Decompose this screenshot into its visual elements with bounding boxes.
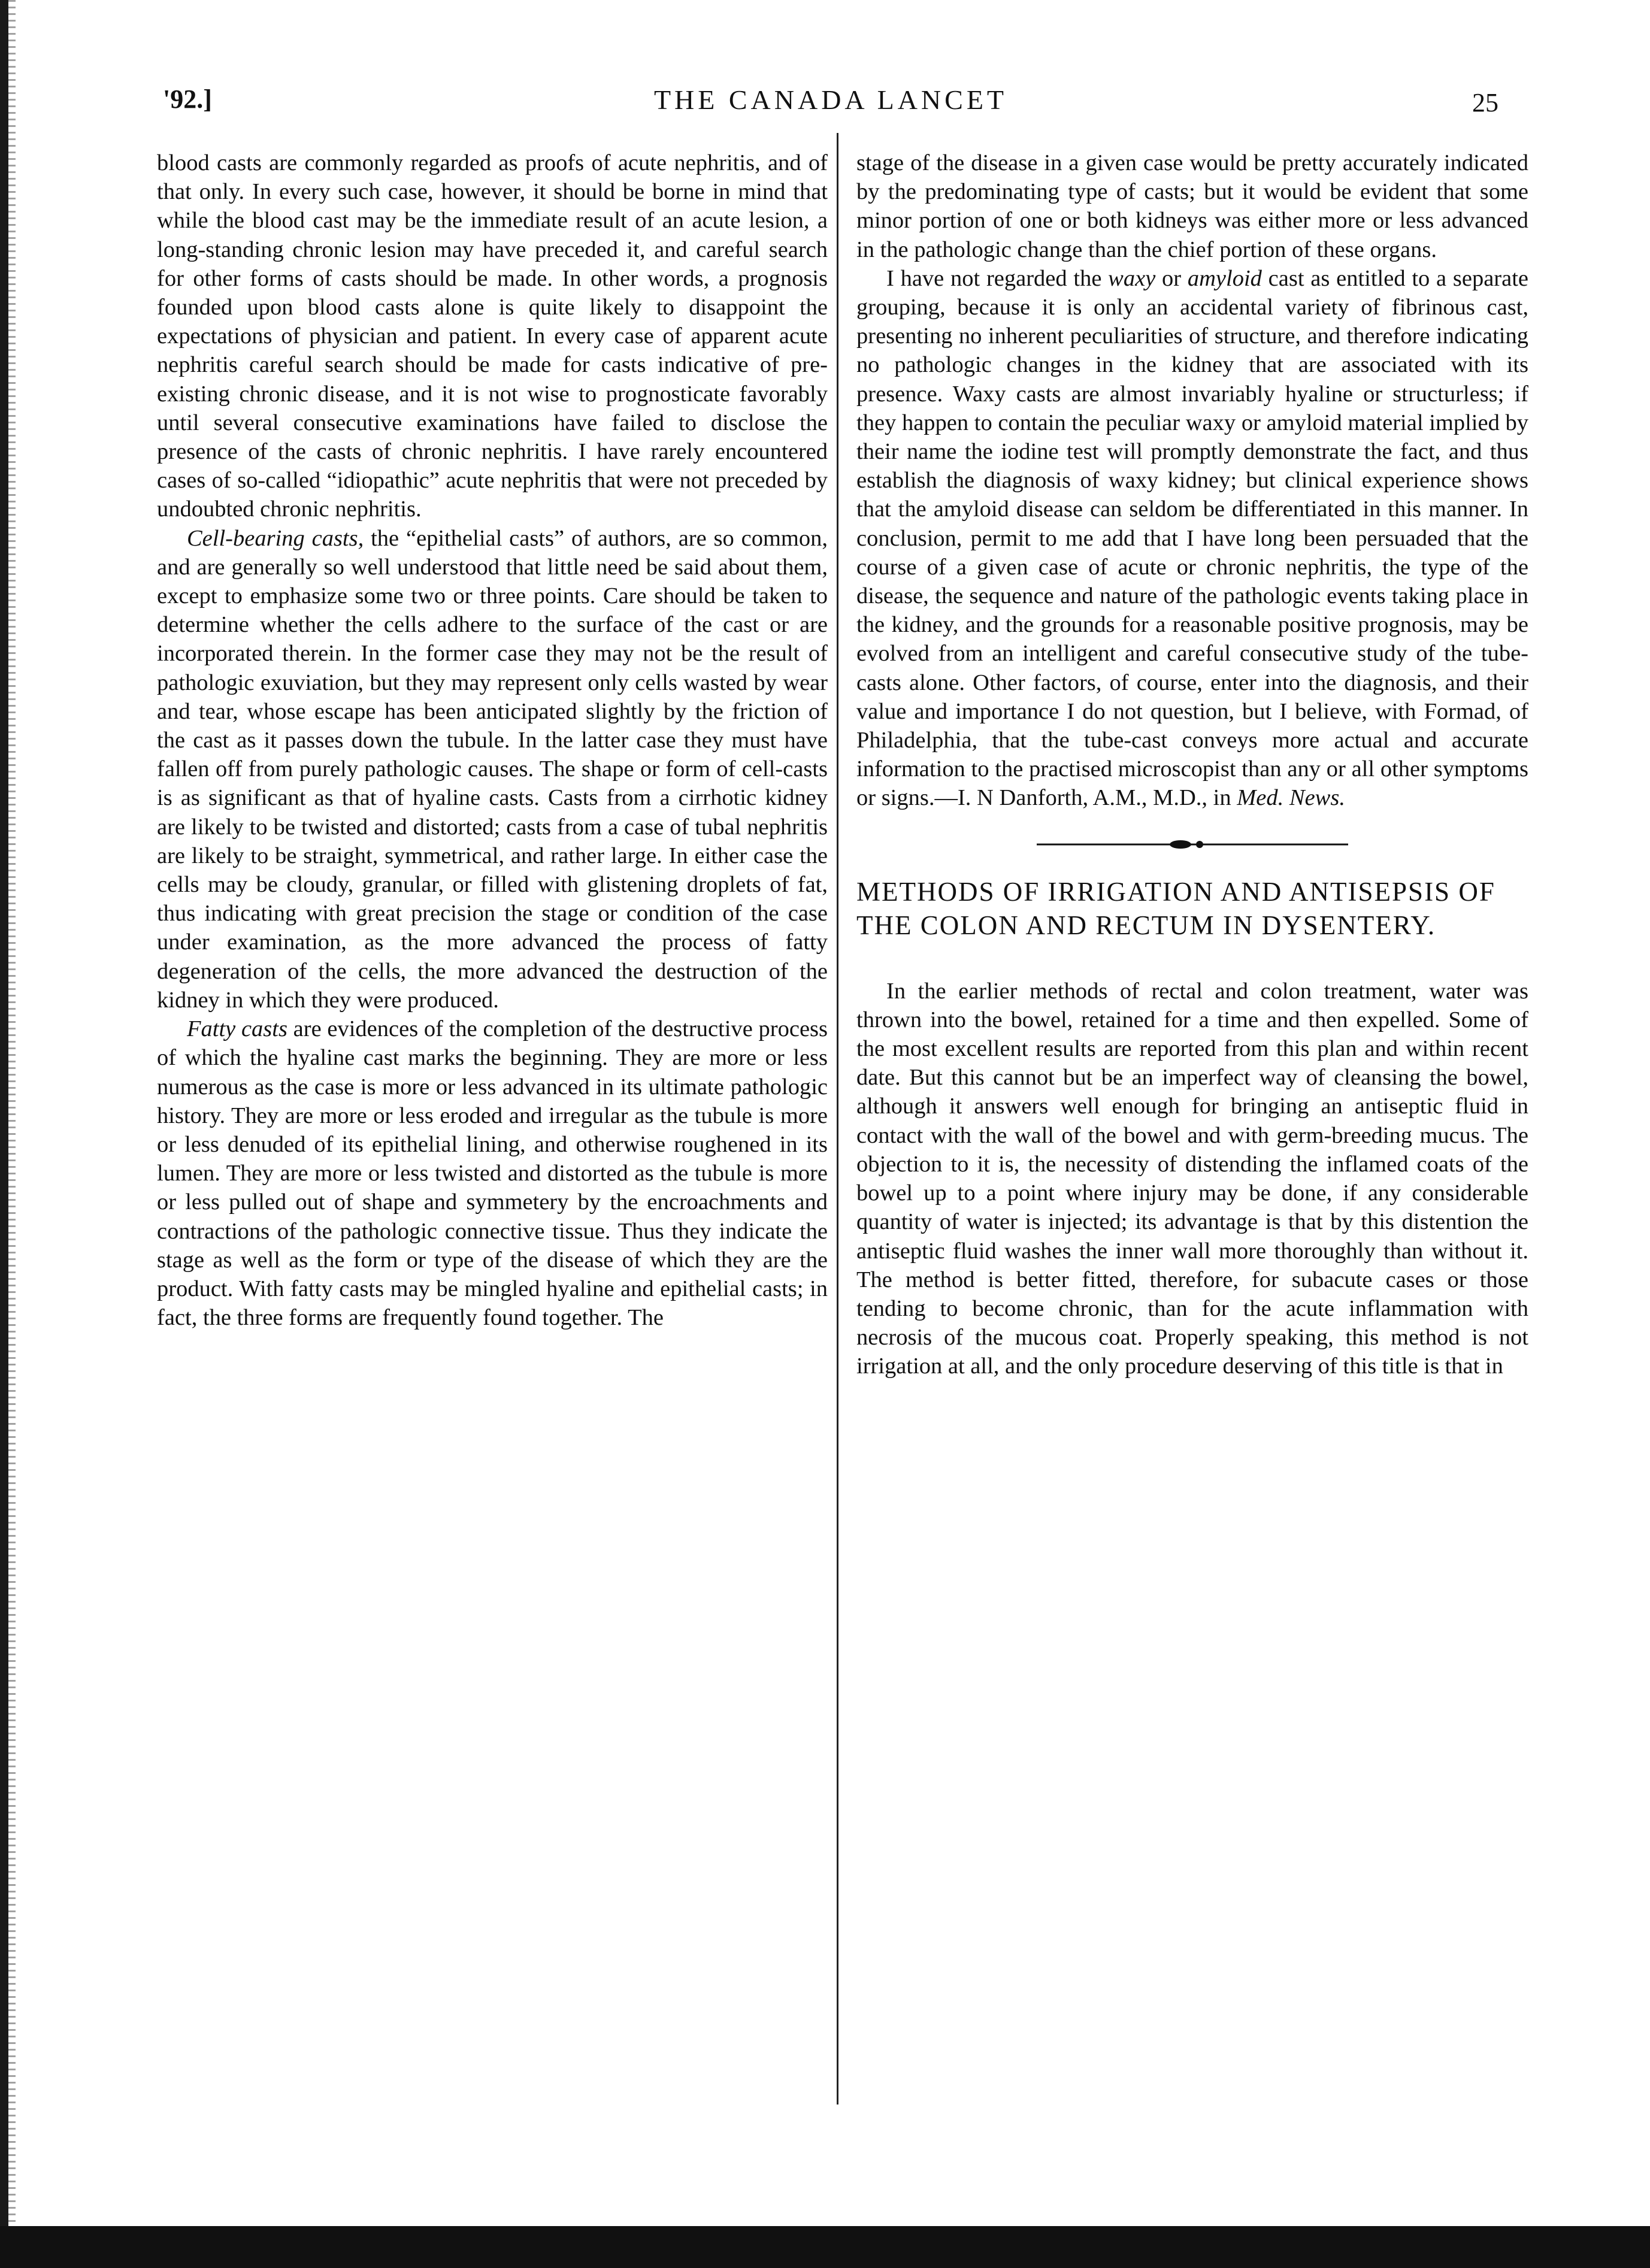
term-amyloid: amyloid	[1187, 265, 1262, 291]
page-binding-texture	[8, 0, 16, 2268]
text-run: I have not regarded the	[886, 265, 1109, 291]
term-waxy: waxy	[1108, 265, 1156, 291]
paragraph-body: the “epithelial casts” of authors, are so common, and are generally so well understood that little need be said about them, except to emphasize some two or three points. Care should be taken to determine whether the cells adhere to the surface of the cast or are incorporated therein. In the former case they may not be the result of pathologic exuviation, but they may represent only cells wasted by wear and tear, whose escape has been anticipated slightly by the friction of the cast as it passes down the tubule. In the latter case they must have fallen off from purely pathologic causes. The shape or form of cell-casts is as significant as that of hyaline casts. Casts from a cirrhotic kidney are likely to be twisted and distorted; casts from a case of tubal nephritis are likely to be straight, symmetrical, and rather large. In either case the cells may be cloudy, granular, or filled with glistening droplets of fat, thus indicating with great precision the stage or condition of the case under examination, as the more advanced the process of fatty degeneration of the cells, the more advanced the destruction of the kidney in which they were produced.	[157, 525, 828, 1013]
paragraph-cell-bearing-casts	[157, 524, 828, 1015]
page-number: 25	[1472, 88, 1498, 117]
paragraph-blood-casts: blood casts are commonly regarded as proofs of acute nephritis, and of that only. In every such case, however, it should be borne in mind that while the blood cast may be the immediate result of an acute lesion, a long-standing chronic lesion may have preceded it, and careful search for other forms of casts should be made. In other words, a prognosis founded upon blood casts alone is quite likely to disappoint the expectations of physician and patient. In every case of apparent acute nephritis careful search should be made for casts indicative of pre-existing chronic disease, and it is not wise to prognosticate favorably until several consecutive examinations have failed to disclose the presence of the casts of chronic nephritis. I have rarely encountered cases of so-called “idiopathic” acute nephritis that were not preceded by undoubted chronic nephritis.	[157, 150, 828, 522]
journal-title: THE CANADA LANCET	[653, 84, 1008, 115]
paragraph-irrigation-methods: In the earlier methods of rectal and colon treatment, water was thrown into the bowel, retained for a time and then expelled. Some of the most excellent results are reported from this plan and within recent date. But this cannot but be an imperfect way of cleansing the bowel, although it answers well enough for bringing an antiseptic fluid in contact with the wall of the bowel and with germ-breeding mucus. The objection to it is, the necessity of distending the inflamed coats of the bowel up to a point where injury may be done, if any considerable quantity of water is injected; its advantage is that by this distention the antiseptic fluid washes the inner wall more thoroughly than without it. The method is better fitted, therefore, for subacute cases or those tending to become chronic, than for the acute inflammation with necrosis of the mucous coat. Properly speaking, this method is not irrigation at all, and the only procedure deserving of this title is that in	[856, 978, 1528, 1379]
paragraph-body: are evidences of the completion of the destructive process of which the hyaline cast marks the beginning. They are more or less numerous as the case is more or less advanced in its ultimate pathologic history. They are more or less eroded and irregular as the tubule is more or less denuded of its epithelial lining, and otherwise roughened in its lumen. They are more or less twisted and distorted as the tubule is more or less pulled out of shape and symmetery by the encroachments and contractions of the pathologic connective tissue. Thus they indicate the stage as well as the form or type of the disease of which they are the product. With fatty casts may be mingled hyaline and epithelial casts; in fact, the three forms are frequently found together. The	[157, 1016, 828, 1331]
text-run: or	[1155, 265, 1188, 291]
source-citation: Med. News.	[1237, 785, 1345, 811]
article-heading: METHODS OF IRRIGATION AND ANTISEPSIS OF THE COLON AND RECTUM IN DYSENTERY.	[856, 876, 1495, 940]
section-divider-ornament	[1037, 838, 1348, 851]
right-column	[856, 149, 1528, 1381]
paragraph-fatty-casts	[157, 1015, 828, 1332]
page-binding-edge	[0, 0, 8, 2268]
scan-bottom-edge	[0, 2226, 1650, 2268]
running-header	[163, 84, 1498, 132]
paragraph-waxy-casts	[856, 264, 1528, 813]
text-run: cast as entitled to a separate grouping, because it is only an accidental variety of fibrinous cast, presenting no inherent peculiarities of structure, and therefore indicating no pathologic changes in the kidney that are associated with its presence. Waxy casts are almost invariably hyaline or structurless; if they happen to contain the peculiar waxy or amyloid material implied by their name the iodine test will promptly demonstrate the fact, and thus establish the diagnosis of waxy kidney; but clinical experience shows that the amyloid disease can seldom be differentiated in this manner. In conclusion, permit to me add that I have long been persuaded that the course of a given case of acute or chronic nephritis, the type of the disease, the sequence and nature of the pathologic events taking place in the kidney, and the grounds for a reasonable positive prognosis, may be evolved from an intelligent and careful consecutive study of the tube-casts alone. Other factors, of course, enter into the diagnosis, and their value and importance I do not question, but I believe, with Formad, of Philadelphia, that the tube-cast conveys more actual and accurate information to the practised microscopist than any or all other symptoms or signs.—I. N Danforth, A.M., M.D., in	[856, 265, 1528, 811]
header-year: '92.]	[163, 84, 212, 114]
paragraph-continuation: stage of the disease in a given case would be pretty accurately indicated by the predominating type of casts; but it would be evident that some minor portion of one or both kidneys was either more or less advanced in the pathologic change than the chief portion of these organs.	[856, 150, 1528, 262]
column-divider	[837, 133, 838, 2105]
lead-term: Cell-bearing casts,	[187, 525, 364, 551]
left-column	[157, 149, 828, 1332]
lead-term: Fatty casts	[187, 1016, 287, 1042]
